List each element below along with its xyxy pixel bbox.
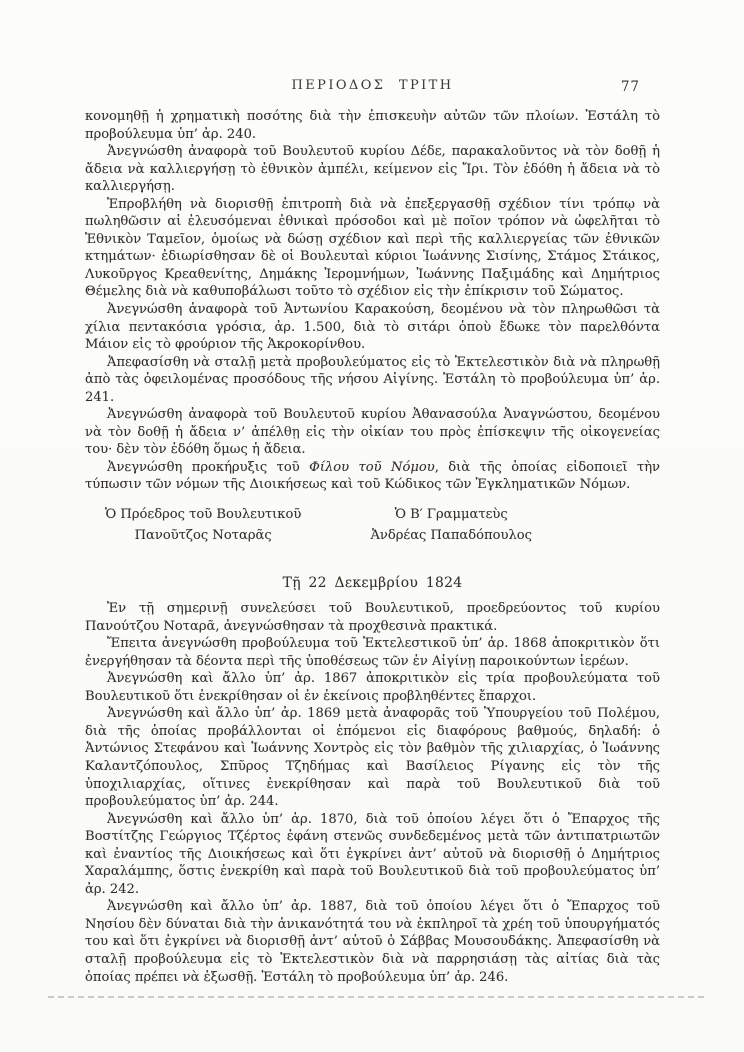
paragraph: Ἀνεγνώσθη ἀναφορὰ τοῦ Ἀντωνίου Καρακούση, δεομένου νὰ τὸν πληρωθῶσι τὰ χίλια πεντακόσια γρόσια, ἀρ. 1.500, διὰ τὸ σιτάρι ὁποὺ ἔδωκε τὸν παρελθόντα Μάιον εἰς τὸ φρούριον τῆς Ἀκροκορίνθου. (85, 302, 660, 353)
session2-date-heading: Τῇ 22 Δεκεμβρίου 1824 (282, 575, 463, 592)
paragraph: Ἐπροβλήθη νὰ διορισθῇ ἐπιτροπὴ διὰ νὰ ἐπεξεργασθῇ σχέδιον τίνι τρόπῳ νὰ πωληθῶσιν αἱ ἐλευσόμεναι ἐθνικαὶ πρόσοδοι καὶ μὲ ποῖον τρόπον νὰ ὠφελῆται τὸ Ἐθνικὸν Ταμεῖον, ὁμοίως νὰ δώσῃ σχέδιον καὶ περὶ τῆς καλλιεργείας τῶν ἐθνικῶν κτημάτων· ἐδιωρίσθησαν δὲ οἱ Βουλευταὶ κύριοι Ἰωάννης Σισίνης, Στάμος Στάικος, Λυκοῦργος Κρεαθενίτης, Δημάκης Ἱερομνήμων, Ἰωάννης Παξιμάδης καὶ Δημήτριος Θέμελης διὰ νὰ καθυποβάλωσι τοῦτο τὸ σχέδιον εἰς τὴν ἐπίκρισιν τοῦ Σώματος. (85, 196, 660, 300)
paragraph: Ἀνεγνώσθη καὶ ἄλλο ὑπ’ ἀρ. 1870, διὰ τοῦ ὁποίου λέγει ὅτι ὁ Ἔπαρχος τῆς Βοστίτζης Γεώργιος Τζέρτος ἐφάνη στενῶς συνδεδεμένος μετὰ τῶν ἀντιπατριωτῶν καὶ ἐναντίος τῆς Διοικήσεως καὶ ὅτι ἐγκρίνει ἀντ’ αὐτοῦ νὰ διορισθῇ ὁ Δημήτριος Χαραλάμπης, ὅστις ἐνεκρίθη καὶ παρὰ τοῦ Βουλευτικοῦ διὰ τοῦ προβουλεύματος ὑπ’ ἀρ. 242. (85, 811, 660, 897)
page-header-title: ΠΕΡΙΟΔΟΣ ΤΡΙΤΗ (291, 78, 454, 93)
signature-secretary-title: Ὁ Β′ Γραμματεὺς (394, 507, 508, 523)
paragraph: Ἀνεγνώσθη ἀναφορὰ τοῦ Βουλευτοῦ κυρίου Ἀθανασούλα Ἀναγνώστου, δεομένου νὰ τὸν δοθῇ ἡ ἄδεια ν’ ἀπέλθῃ εἰς τὴν οἰκίαν του πρὸς ἐπίσκεψιν τῆς οἰκογενείας του· δὲν τὸν ἐδόθη ὅμως ἡ ἄδεια. (85, 407, 660, 458)
signature-president (105, 504, 301, 546)
session1-text-block (85, 108, 660, 494)
proclamation-pre: Ἀνεγνώσθη προκήρυξις τοῦ (107, 459, 310, 475)
scan-fold-artifact-line (48, 996, 704, 998)
paragraph: Ἐν τῇ σημερινῇ συνελεύσει τοῦ Βουλευτικοῦ, προεδρεύοντος τοῦ κυρίου Πανούτζου Νοταρᾶ, ἀνεγνώσθησαν τὰ προχθεσινὰ πρακτικά. (85, 601, 660, 634)
session2-text-block (85, 600, 660, 986)
signature-block (85, 504, 660, 546)
paragraph: Ἀνεγνώσθη καὶ ἄλλο ὑπ’ ἀρ. 1887, διὰ τοῦ ὁποίου λέγει ὅτι ὁ Ἔπαρχος τοῦ Νησίου δὲν δύναται διὰ τὴν ἀνικανότητά του νὰ ἐκπληροῖ τὰ χρέη τοῦ ὑπουργήματός του καὶ ὅτι ἐγκρίνει νὰ διορισθῇ ἀντ’ αὐτοῦ ὁ Σάββας Μουσουδάκης. Ἀπεφασίσθη νὰ σταλῇ προβούλευμα εἰς τὸ Ἐκτελεστικὸν διὰ νὰ παρρησιάσῃ τὰς αἰτίας διὰ τὰς ὁποίας πρέπει νὰ ἐξωσθῇ. Ἐστάλη τὸ προβούλευμα ὑπ’ ἀρ. 246. (85, 899, 660, 985)
paragraph: Ἀνεγνώσθη ἀναφορὰ τοῦ Βουλευτοῦ κυρίου Δέδε, παρακαλοῦντος νὰ τὸν δοθῇ ἡ ἄδεια νὰ καλλιεργήσῃ τὸ ἐθνικὸν ἀμπέλι, κείμενον εἰς Ἴρι. Τὸν ἐδόθη ἡ ἄδεια νὰ τὸ καλλιεργήσῃ. (85, 144, 660, 195)
page-number: 77 (620, 79, 640, 95)
signature-secretary-name: Ἀνδρέας Παπαδόπουλος (370, 528, 532, 544)
proclamation-post: , διὰ τῆς ὁποίας εἰδοποιεῖ τὴν τύπωσιν τῶν νόμων τῆς Διοικήσεως καὶ τοῦ Κώδικος τῶν Ἐγκληματικῶν Νόμων. (85, 459, 660, 493)
signature-president-title: Ὁ Πρόεδρος τοῦ Βουλευτικοῦ (105, 507, 302, 523)
proclamation-title-emphasis: Φίλου τοῦ Νόμου (309, 459, 435, 475)
paragraph: Ἀπεφασίσθη νὰ σταλῇ μετὰ προβουλεύματος εἰς τὸ Ἐκτελεστικὸν διὰ νὰ πληρωθῇ ἀπὸ τὰς ὀφειλομένας προσόδους τῆς νήσου Αἰγίνης. Ἐστάλη τὸ προβούλευμα ὑπ’ ἀρ. 241. (85, 354, 660, 405)
signature-president-name: Πανοῦτζος Νοταρᾶς (134, 528, 272, 544)
paragraph: Ἀνεγνώσθη καὶ ἄλλο ὑπ’ ἀρ. 1867 ἀποκριτικὸν εἰς τρία προβουλεύματα τοῦ Βουλευτικοῦ ὅτι ἐνεκρίθησαν οἱ ἐν ἐκείνοις προβληθέντες ἔπαρχοι. (85, 671, 660, 704)
paragraph: κονομηθῇ ἡ χρηματικὴ ποσότης διὰ τὴν ἐπισκευὴν αὐτῶν τῶν πλοίων. Ἐστάλη τὸ προβούλευμα ὑπ’ ἀρ. 240. (85, 109, 660, 142)
signature-secretary (370, 504, 532, 546)
paragraph: Ἀνεγνώσθη καὶ ἄλλο ὑπ’ ἀρ. 1869 μετὰ ἀναφορᾶς τοῦ Ὑπουργείου τοῦ Πολέμου, διὰ τῆς ὁποίας προβάλλονται οἱ ἑπόμενοι εἰς διαφόρους βαθμούς, δηλαδή: ὁ Ἀντώνιος Στεφάνου καὶ Ἰωάννης Χοντρὸς εἰς τὸν βαθμὸν τῆς χιλιαρχίας, ὁ Ἰωάννης Καλαντζόπουλος, Σπῦρος Τζηδήμας καὶ Βασίλειος Ρίγανης εἰς τὸν τῆς ὑποχιλιαρχίας, οἵτινες ἐνεκρίθησαν καὶ παρὰ τοῦ Βουλευτικοῦ διὰ τοῦ προβουλεύματος ὑπ’ ἀρ. 244. (85, 706, 660, 810)
paragraph-proclamation (85, 459, 660, 494)
running-head (85, 78, 660, 94)
paragraph: Ἔπειτα ἀνεγνώσθη προβούλευμα τοῦ Ἐκτελεστικοῦ ὑπ’ ἀρ. 1868 ἀποκριτικὸν ὅτι ἐνεργήθησαν τὰ δέοντα περὶ τῆς ὑποθέσεως τῶν ἐν Αἰγίνῃ παροικούντων ἱερέων. (85, 636, 660, 669)
